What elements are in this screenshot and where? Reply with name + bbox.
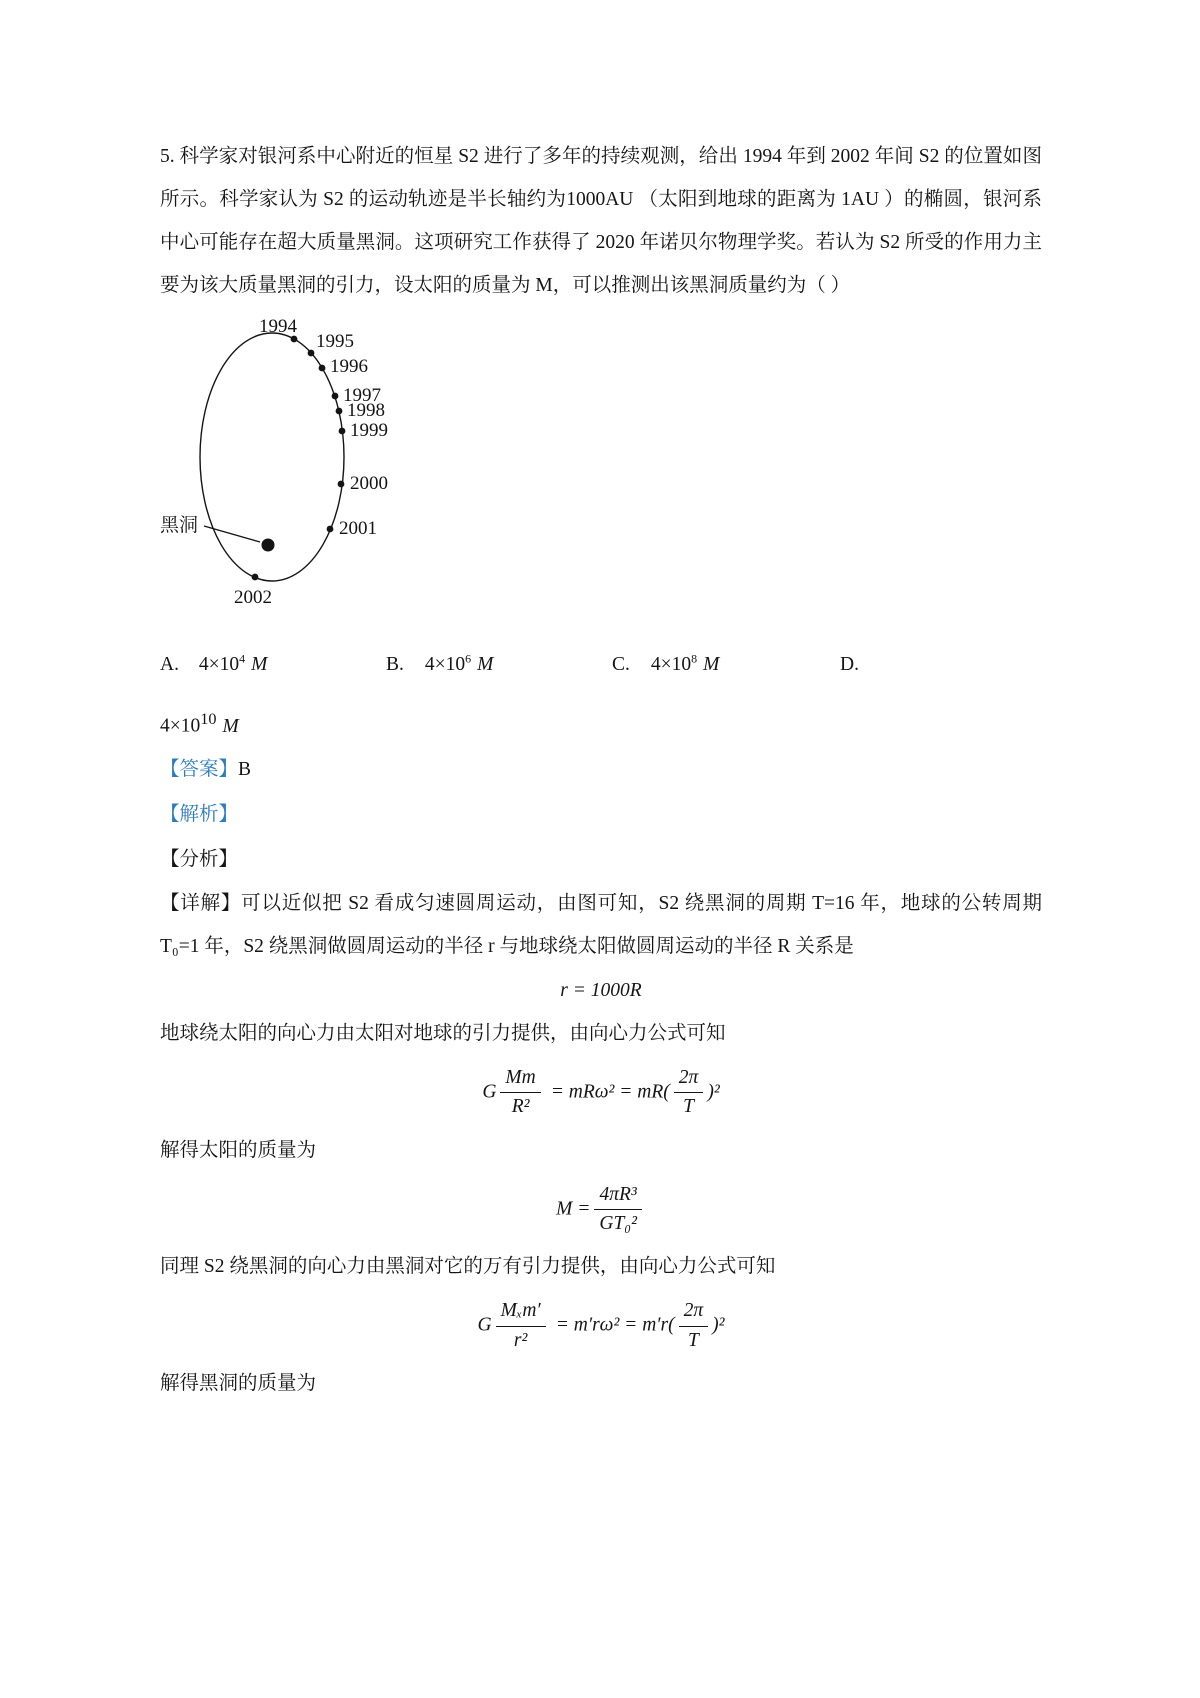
year-label-1996: 1996 [330,355,368,377]
formula2-G: G [482,1081,497,1103]
option-a-exponent: 4 [239,651,246,666]
formula2-fraction2 [674,1066,704,1120]
fenxi-tag: 【分析】 [160,849,239,871]
formula4-denominator2: T [687,1329,699,1351]
formula3-fraction [594,1183,642,1237]
option-c-exponent: 8 [691,651,698,666]
option-a [160,652,386,677]
formula-sun-gravity [160,1066,1042,1120]
formula4-G: G [477,1314,492,1336]
year-label-2001: 2001 [339,517,377,539]
year-label-2002: 2002 [234,586,272,608]
fenxi-line [160,838,1042,883]
option-a-base: 4×10 [198,654,240,676]
formula2-denominator2: T [683,1096,694,1118]
option-a-label: A. [160,654,179,676]
option-d [840,654,1042,676]
answer-value: B [238,759,252,781]
option-b [386,652,612,677]
formula1-mid: = 1000 [567,979,630,1001]
formula4-numerator1: Mₓm′ [496,1299,546,1326]
formula4-fraction2 [679,1299,709,1353]
year-label-1999: 1999 [350,419,388,441]
formula2-mid: = mRω² = mR( [550,1081,670,1103]
year-label-1997: 1997 [343,384,381,406]
data-point-1999 [339,427,346,434]
data-point-2002 [252,573,259,580]
answer-line [160,748,1042,793]
line-solve-sun-mass: 解得太阳的质量为 [160,1139,317,1161]
line-bh-centripetal: 同理 S2 绕黑洞的向心力由黑洞对它的万有引力提供，由向心力公式可知 [160,1256,776,1278]
option-c-unit: M [703,654,720,676]
formula2-numerator2: 2π [674,1066,704,1093]
option-b-base: 4×10 [424,654,466,676]
data-point-1997 [332,392,339,399]
data-point-2001 [327,525,334,532]
option-b-exponent: 6 [465,651,472,666]
answer-tag: 【答案】 [160,759,239,781]
option-c-value [650,651,720,676]
question-text: 5. 科学家对银河系中心附近的恒星 S2 进行了多年的持续观测，给出 1994 年到 2002 年间 S2 的位置如图所示。科学家认为 S2 的运动轨迹是半长轴约为1000AU （太阳到地球的距离为 1AU ）的椭圆，银河系中心可能存在超大质量黑洞。这项研究工作获得了 2020 年诺贝尔物理学奖。若认为 S2 所受的作用力主要为该大质量黑洞的引力，设太阳的质量为 M，可以推测出该黑洞质量约为（ ） [160,146,1042,296]
option-d-base: 4×10 [160,715,201,737]
detail-paragraph [160,883,1042,969]
option-a-unit: M [251,654,268,676]
option-d-unit: M [222,715,239,737]
option-d-value [160,702,1042,748]
jiexi-tag: 【解析】 [160,804,239,826]
option-c-label: C. [612,654,630,676]
data-point-1996 [319,364,326,371]
formula3-lhs: M = [556,1198,591,1220]
formula3-numerator: 4πR³ [594,1183,642,1210]
detail-text: 可以近似把 S2 看成匀速圆周运动，由图可知，S2 绕黑洞的周期 T=16 年，地球的公转周期 T₀=1 年，S2 绕黑洞做圆周运动的半径 r 与地球绕太阳做圆周运动的半径 R 关系是 [160,892,1042,957]
jiexi-line [160,793,1042,838]
formula-bh-gravity [160,1299,1042,1353]
option-b-value [424,651,494,676]
formula3-denominator: GT₀² [599,1213,637,1235]
formula-radius-relation [160,979,1042,1003]
data-point-1998 [336,407,343,414]
option-b-label: B. [386,654,404,676]
formula2-numerator1: Mm [500,1066,540,1093]
option-c [612,652,840,677]
formula4-numerator2: 2π [679,1299,709,1326]
formula-sun-mass [160,1183,1042,1237]
option-a-value [198,651,268,676]
option-c-base: 4×10 [650,654,692,676]
year-label-1998: 1998 [347,399,385,421]
option-b-unit: M [477,654,494,676]
option-d-label: D. [840,654,859,676]
answer-options [160,652,1042,677]
formula2-post: )² [707,1081,720,1103]
option-d-exponent: 10 [200,710,217,729]
black-hole-pointer-line [204,526,260,542]
formula2-denominator1: R² [511,1096,530,1118]
formula4-mid: = m′rω² = m′r( [555,1314,675,1336]
data-point-1995 [308,349,315,356]
black-hole-label: 黑洞 [160,514,199,536]
line-sun-centripetal: 地球绕太阳的向心力由太阳对地球的引力提供，由向心力公式可知 [160,1023,726,1045]
year-label-2000: 2000 [350,472,388,494]
formula1-rhs: R [629,979,642,1001]
data-point-2000 [338,480,345,487]
year-label-1995: 1995 [316,330,354,352]
formula2-fraction1 [500,1066,540,1120]
detail-tag: 【详解】 [160,892,242,914]
line-solve-bh-mass: 解得黑洞的质量为 [160,1373,317,1395]
formula4-denominator1: r² [513,1329,528,1351]
year-label-1994: 1994 [259,315,297,337]
black-hole-dot [262,538,275,551]
orbit-diagram-svg [160,314,470,612]
orbit-diagram [160,314,1042,618]
formula1-lhs: r [560,979,568,1001]
formula4-fraction1 [496,1299,546,1353]
formula4-post: )² [712,1314,725,1336]
